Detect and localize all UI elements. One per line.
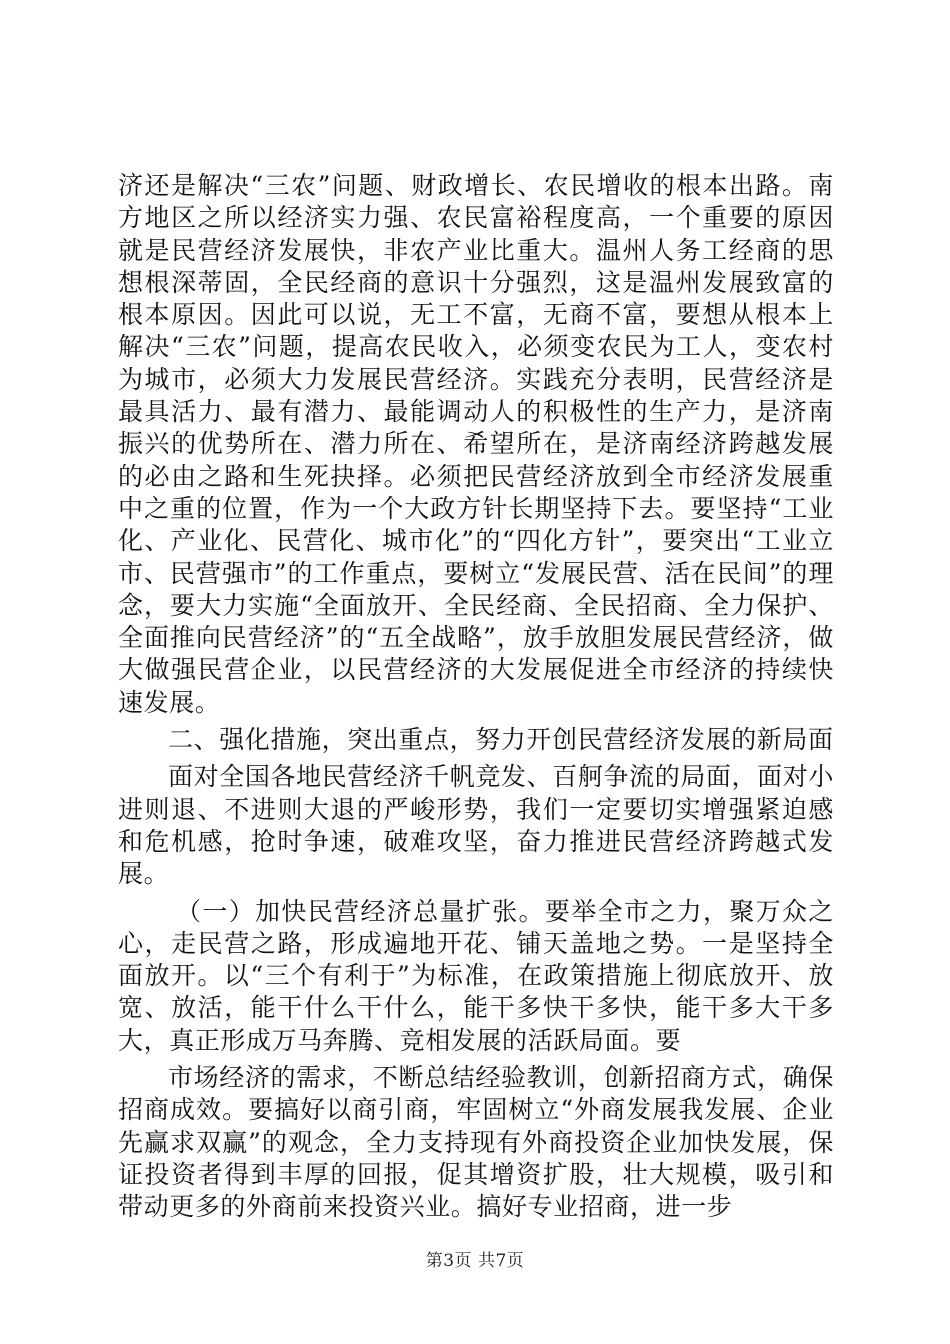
paragraph-continuation: 济还是解决“三农”问题、财政增长、农民增收的根本出路。南方地区之所以经济实力强、农民富裕程度高，一个重要的原因就是民营经济发展快，非农产业比重大。温州人务工经商的思想根深蒂固，全民经商的意识十分强烈，这是温州发展致富的根本原因。因此可以说，无工不富，无商不富，要想从根本上解决“三农”问题，提高农民收入，必须变农民为工人，变农村为城市，必须大力发展民营经济。实践充分表明，民营经济是最具活力、最有潜力、最能调动人的积极性的生产力，是济南振兴的优势所在、潜力所在、希望所在，是济南经济跨越发展的必由之路和生死抉择。必须把民营经济放到全市经济发展重中之重的位置，作为一个大政方针长期坚持下去。要坚持“工业化、产业化、民营化、城市化”的“四化方针”，要突出“工业立市、民营强市”的工作重点，要树立“发展民营、活在民间”的理念，要大力实施“全面放开、全民经商、全民招商、全力保护、全面推向民营经济”的“五全战略”，放手放胆发展民营经济，做大做强民营企业，以民营经济的大发展促进全市经济的持续快速发展。 xyxy=(118,171,834,717)
paragraph-subsection-one: （一）加快民营经济总量扩张。要举全市之力，聚万众之心，走民营之路，形成遍地开花、铺天盖地之势。一是坚持全面放开。以“三个有利于”为标准，在政策措施上彻底放开、放宽、放活，能干什么干什么，能干多快干多快，能干多大干多大，真正形成万马奔腾、竞相发展的活跃局面。要 xyxy=(118,896,834,1055)
document-body xyxy=(118,170,834,1224)
paragraph-investment: 市场经济的需求，不断总结经验教训，创新招商方式，确保招商成效。要搞好以商引商，牢固树立“外商发展我发展、企业先赢求双赢”的观念，全力支持现有外商投资企业加快发展，保证投资者得到丰厚的回报，促其增资扩股，壮大规模，吸引和带动更多的外商前来投资兴业。搞好专业招商，进一步 xyxy=(118,1063,834,1222)
section-heading: 二、强化措施，突出重点，努力开创民营经济发展的新局面 xyxy=(168,725,834,755)
page-number-footer: 第3页 共7页 xyxy=(425,1251,525,1271)
paragraph-intro: 面对全国各地民营经济千帆竞发、百舸争流的局面，面对小进则退、不进则大退的严峻形势，我们一定要切实增强紧迫感和危机感，抢时争速，破难攻坚，奋力推进民营经济跨越式发展。 xyxy=(118,762,834,889)
